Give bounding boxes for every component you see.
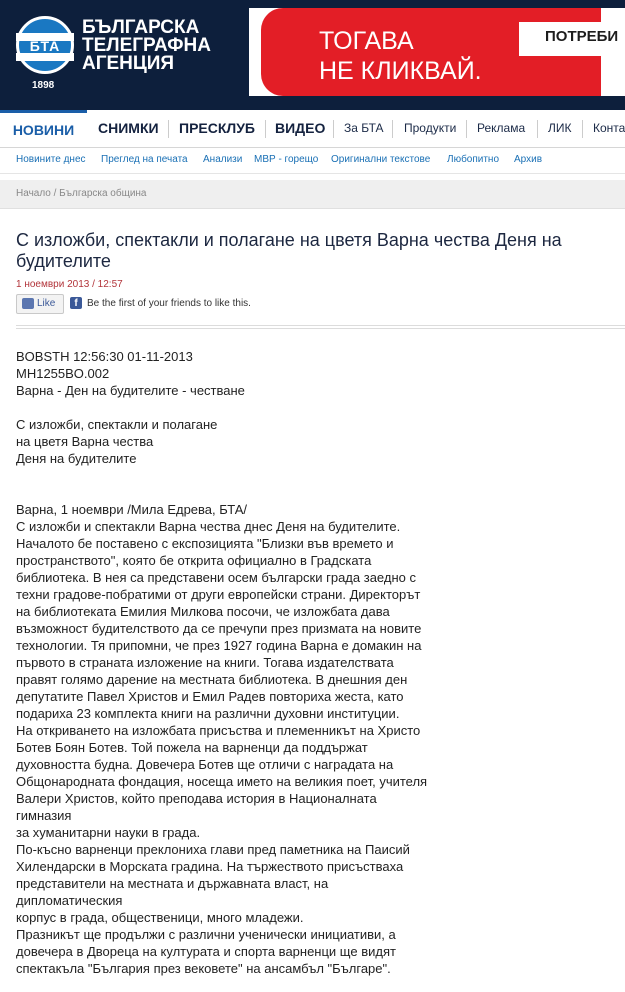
facebook-icon: f bbox=[70, 297, 82, 309]
article-line bbox=[16, 399, 486, 416]
article-line: на цветя Варна чества bbox=[16, 434, 154, 449]
article-line: MH1255BO.002 bbox=[16, 366, 110, 381]
article-line: депутатите Павел Христов и Емил Радев повториха жеста, като bbox=[16, 689, 404, 704]
article-line: за хуманитарни науки в града. bbox=[16, 825, 201, 840]
nav-contacts[interactable]: Конта bbox=[593, 121, 625, 135]
logo-year: 1898 bbox=[32, 80, 55, 91]
nav-news[interactable]: НОВИНИ bbox=[0, 110, 87, 147]
nav-advertising[interactable]: Реклама bbox=[477, 121, 526, 135]
article-line: довечера в Двореца на културата и спорта варненци ще видят bbox=[16, 944, 396, 959]
subnav-news-today[interactable]: Новините днес bbox=[16, 154, 86, 165]
subnav-analyses[interactable]: Анализи bbox=[203, 154, 243, 165]
article-line bbox=[16, 467, 486, 484]
divider bbox=[16, 325, 625, 329]
ad-side-text: ПОТРЕБИ bbox=[545, 28, 619, 45]
subnav-mvr-hot[interactable]: МВР - горещо bbox=[254, 154, 319, 165]
article-line: библиотека. В нея са представени осем български града заедно с bbox=[16, 570, 416, 585]
article-body bbox=[16, 348, 486, 977]
nav-photos[interactable]: СНИМКИ bbox=[98, 120, 159, 136]
article-line: техни градове-побратими от други европейски страни. Директорът bbox=[16, 587, 421, 602]
article-line: По-късно варненци преклониха глави пред паметника на Паисий bbox=[16, 842, 410, 857]
article-line: дипломатическия bbox=[16, 893, 123, 908]
article-line: Празникът ще продължи с различни ученически инициативи, а bbox=[16, 927, 396, 942]
article-line: На откриването на изложбата присъства и племенникът на Христо bbox=[16, 723, 421, 738]
article-line: Началото бе поставено с експозицията "Близки във времето и bbox=[16, 536, 394, 551]
article-title: С изложби, спектакли и полагане на цветя Варна чества Деня на будителите bbox=[16, 230, 562, 271]
article-line: първото в страната изложение на книги. Тогава издателствата bbox=[16, 655, 394, 670]
subnav-archive[interactable]: Архив bbox=[514, 154, 543, 165]
banner-ad[interactable] bbox=[249, 8, 625, 96]
breadcrumb-bar bbox=[0, 180, 625, 209]
article-line: пространството", която бе открита официално в Градската bbox=[16, 553, 372, 568]
article-line: Хилендарски в Морската градина. На тържеството присъстваха bbox=[16, 859, 404, 874]
facebook-like-text: Be the first of your friends to like this. bbox=[87, 298, 251, 309]
subnav-curious[interactable]: Любопитно bbox=[447, 154, 500, 165]
site-header bbox=[0, 0, 625, 110]
article-line: Варна, 1 ноември /Мила Едрева, БТА/ bbox=[16, 502, 247, 517]
article-line: С изложби, спектакли и полагане bbox=[16, 417, 218, 432]
subnav-press-review[interactable]: Преглед на печата bbox=[101, 154, 188, 165]
nav-about-bta[interactable]: За БТА bbox=[344, 121, 384, 135]
article-line: Деня на будителите bbox=[16, 451, 137, 466]
nav-pressclub[interactable]: ПРЕСКЛУБ bbox=[179, 120, 255, 136]
thumbs-up-icon bbox=[22, 298, 34, 309]
article-line: BOBSTH 12:56:30 01-11-2013 bbox=[16, 349, 193, 364]
nav-lik[interactable]: ЛИК bbox=[548, 121, 572, 135]
article-line: Общонародната фондация, носеща името на великия поет, учителя bbox=[16, 774, 428, 789]
article-date: 1 ноември 2013 / 12:57 bbox=[16, 279, 123, 290]
article-line: на библиотеката Емилия Милкова посочи, че изложбата дава bbox=[16, 604, 390, 619]
article-line: духовността будна. Довечера Ботев ще отличи с наградата на bbox=[16, 757, 394, 772]
article-line: Ботев Боян Ботев. Той пожела на варненци да поддържат bbox=[16, 740, 368, 755]
article-line: корпус в града, общественици, много младежи. bbox=[16, 910, 304, 925]
sub-nav bbox=[0, 148, 625, 174]
article-line: възможност будителството да се пречупи през призмата на новите bbox=[16, 621, 422, 636]
article-line: технологии. Тя припомни, че през 1927 година Варна е домакин на bbox=[16, 638, 422, 653]
subnav-original-texts[interactable]: Оригинални текстове bbox=[331, 154, 431, 165]
article-line: С изложби и спектакли Варна чества днес Деня на будителите. bbox=[16, 519, 401, 534]
breadcrumb[interactable]: Начало / Българска община bbox=[16, 188, 147, 199]
article-line: представители на местната и държавната власт, на bbox=[16, 876, 329, 891]
nav-products[interactable]: Продукти bbox=[404, 121, 457, 135]
article-line: спектакъла "България през вековете" на ансамбъл "Българе". bbox=[16, 961, 391, 976]
ad-headline: ТОГАВА НЕ КЛИКВАЙ. bbox=[319, 27, 482, 85]
bta-logo-icon[interactable]: БТА bbox=[16, 16, 74, 74]
main-nav bbox=[0, 110, 625, 148]
nav-video[interactable]: ВИДЕО bbox=[275, 120, 326, 136]
article-line bbox=[16, 484, 486, 501]
facebook-like-button[interactable]: Like bbox=[16, 294, 64, 314]
article-line: подариха 23 комплекта книги на различни духовни институции. bbox=[16, 706, 400, 721]
logo-text[interactable]: БЪЛГАРСКА ТЕЛЕГРАФНА АГЕНЦИЯ bbox=[82, 17, 211, 74]
article-line: гимназия bbox=[16, 808, 72, 823]
article-line: правят голямо дарение на местната библиотека. В днешния ден bbox=[16, 672, 408, 687]
article-line: Валери Христов, който преподава история в Националната bbox=[16, 791, 377, 806]
article-line: Варна - Ден на будителите - честване bbox=[16, 383, 245, 398]
